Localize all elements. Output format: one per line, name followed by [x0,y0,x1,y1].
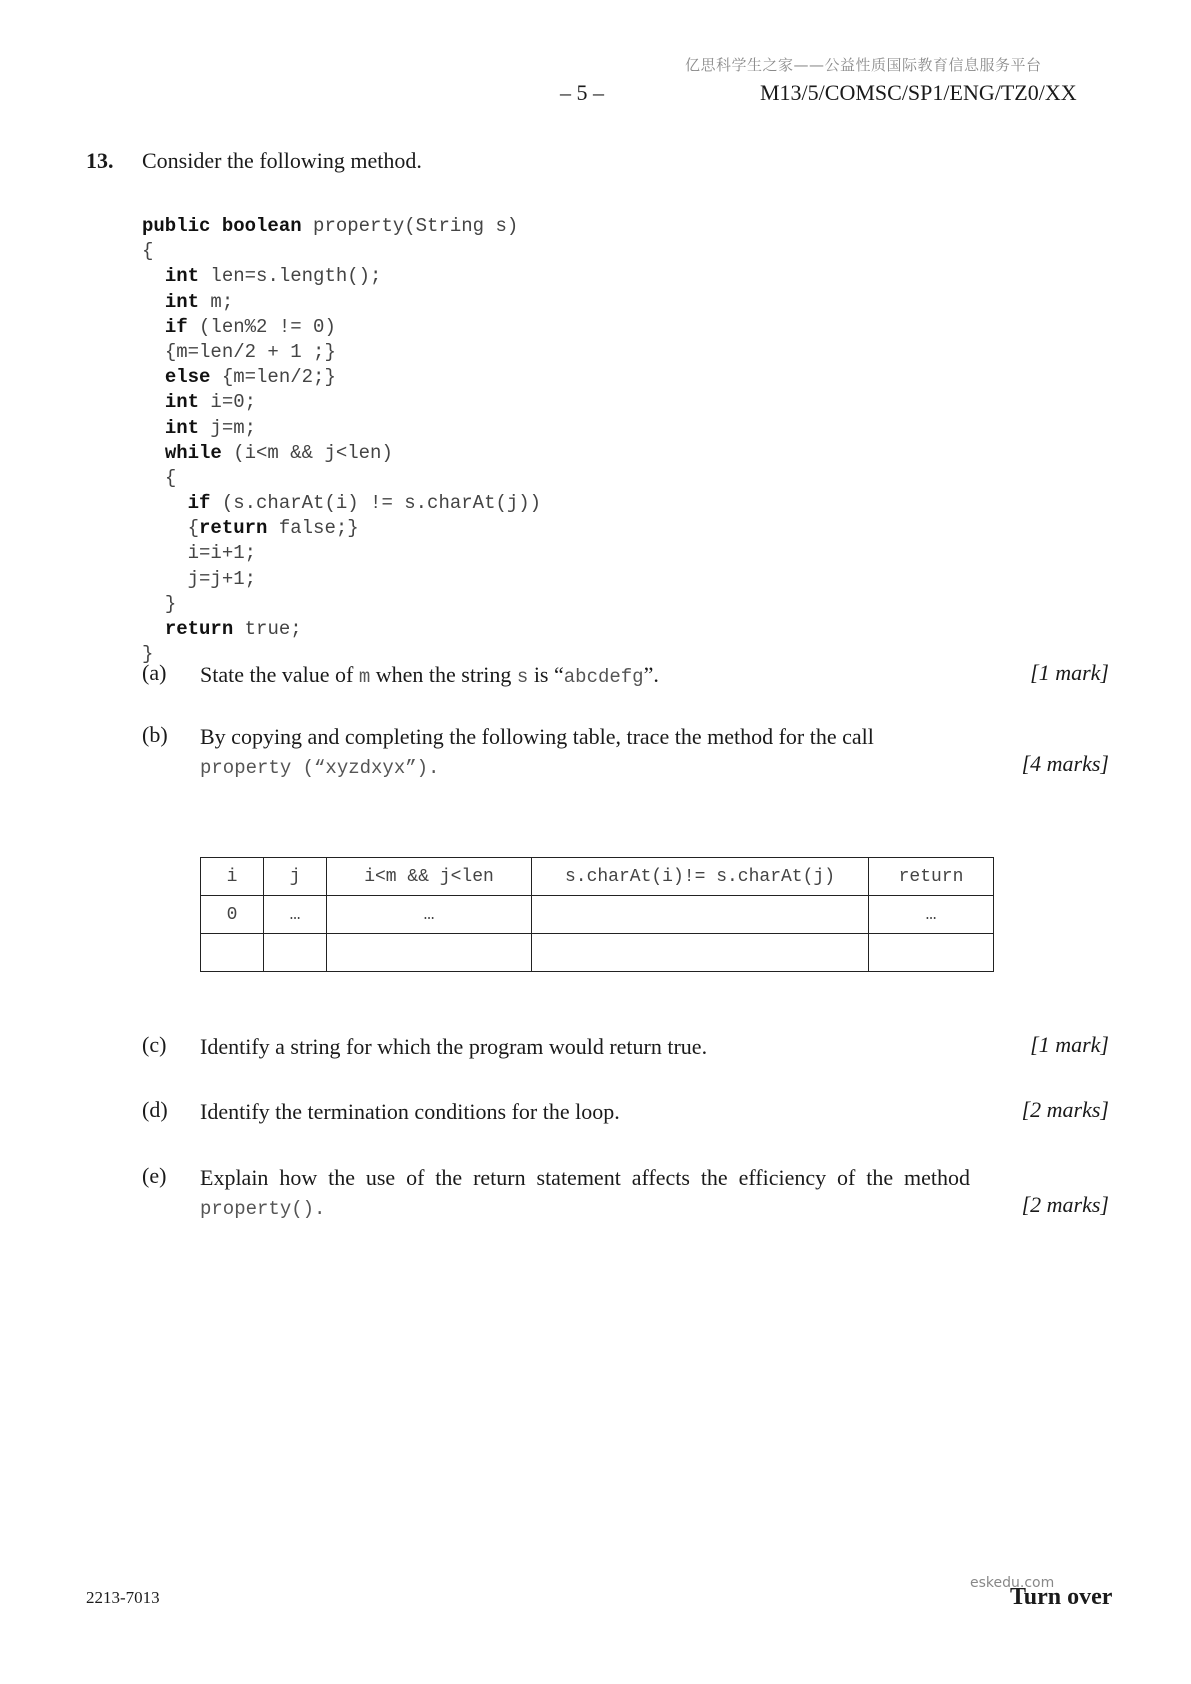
table-cell: 0 [201,896,264,934]
paper-code: M13/5/COMSC/SP1/ENG/TZ0/XX [760,80,1077,105]
header-watermark: 亿思科学生之家——公益性质国际教育信息服务平台 [685,56,1042,74]
part-a-mark: [1 mark] [1030,660,1109,685]
code-line: { [142,240,154,263]
code-line: while (i<m && j<len) [164,441,393,464]
code-line: return true; [164,618,302,640]
footer-code: 2213-7013 [86,1588,160,1607]
table-cell [201,934,264,972]
question-number: 13. [86,148,114,173]
code-line: j=j+1; [187,567,257,590]
turn-over: Turn over [1010,1584,1113,1610]
code-line: } [164,592,177,615]
part-b-label: (b) [142,722,168,747]
part-d-mark: [2 marks] [1021,1097,1109,1122]
footer-watermark: eskedu.com [970,1575,1055,1591]
part-b-mark: [4 marks] [1021,751,1109,776]
part-d-text: Identify the termination conditions for the loop. [200,1099,620,1124]
part-c-text: Identify a string for which the program would return true. [200,1034,708,1059]
code-line: } [142,643,154,666]
table-header-cell: return [869,858,994,896]
part-e-text: Explain how the use of the return statement affects the efficiency of the method property(). [200,1165,970,1220]
code-line: public boolean property(String s) [142,215,519,237]
part-b-text: By copying and completing the following table, trace the method for the call property (“xyzdxyx”). [200,724,874,779]
code-line: int i=0; [164,391,257,414]
code-line: { [164,466,177,489]
code-line: int m; [164,290,234,313]
part-d-label: (d) [142,1097,168,1122]
table-cell [264,934,327,972]
table-header-cell: j [264,858,327,896]
part-a-text: State the value of m when the string s is “abcdefg”. [200,662,659,688]
question-text: Consider the following method. [142,148,422,173]
code-line: {m=len/2 + 1 ;} [164,340,336,363]
code-line: int j=m; [164,416,257,439]
page-number: – 5 – [560,80,604,105]
part-e-mark: [2 marks] [1021,1192,1109,1217]
part-a-label: (a) [142,660,167,685]
code-line: int len=s.length(); [164,265,382,288]
table-cell [327,934,532,972]
code-line: if (len%2 != 0) [164,315,336,338]
table-cell: … [264,896,327,934]
part-c-mark: [1 mark] [1030,1032,1109,1057]
trace-table [200,857,994,972]
table-cell: … [869,896,994,934]
table-cell [869,934,994,972]
table-cell [532,896,869,934]
code-line: else {m=len/2;} [164,366,336,389]
code-line: {return false;} [187,517,359,540]
code-block [142,214,541,667]
table-header-cell: i [201,858,264,896]
table-cell [532,934,869,972]
table-header-cell: i<m && j<len [327,858,532,896]
code-line: i=i+1; [187,542,257,565]
table-header-cell: s.charAt(i)!= s.charAt(j) [532,858,869,896]
table-cell: … [327,896,532,934]
table-row [201,896,994,934]
part-e-label: (e) [142,1163,167,1188]
table-header-row [201,858,994,896]
table-row [201,934,994,972]
code-line: if (s.charAt(i) != s.charAt(j)) [187,492,542,515]
part-c-label: (c) [142,1032,167,1057]
